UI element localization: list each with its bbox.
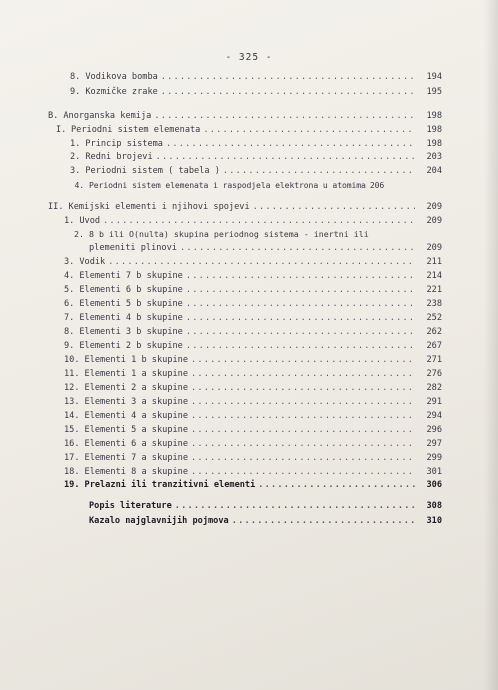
toc-entry: 2. 8 b ili O(nulta) skupina periodnog sistema - inertni ili (74, 229, 369, 239)
leader-dots (156, 151, 415, 163)
leader-dots (191, 424, 415, 436)
toc-entry: 14. Elementi 4 a skupine ..... 294 (64, 410, 442, 422)
leader-dots (175, 500, 415, 512)
toc-entry: 10. Elementi 1 b skupine ..... 271 (64, 354, 442, 366)
toc-section-heading: B. Anorganska kemija ..... 198 (48, 110, 442, 122)
leader-dots (186, 326, 415, 338)
leader-dots (186, 284, 415, 296)
toc-entry: 9. Elementi 2 b skupine ..... 267 (64, 340, 442, 352)
leader-dots (191, 410, 415, 422)
toc-entry: 4. Elementi 7 b skupine ..... 214 (64, 270, 442, 282)
toc-entry: 8. Vodikova bomba ..... 194 (70, 71, 442, 83)
toc-part-heading: II. Kemijski elementi i njihovi spojevi ..... 209 (48, 201, 442, 213)
leader-dots (191, 396, 415, 408)
toc-entry-continuation: plemeniti plinovi ..... 209 (89, 242, 442, 254)
leader-dots (186, 270, 415, 282)
leader-dots (108, 256, 415, 268)
toc-entry: 15. Elementi 5 a skupine ..... 296 (64, 424, 442, 436)
page-number: - 325 - (225, 52, 273, 63)
leader-dots (186, 312, 415, 324)
toc-entry: 2. Redni brojevi ..... 203 (70, 151, 442, 163)
toc-entry: 8. Elementi 3 b skupine ..... 262 (64, 326, 442, 338)
leader-dots (186, 340, 415, 352)
toc-part-heading: I. Periodni sistem elemenata ..... 198 (56, 124, 442, 136)
leader-dots (191, 382, 415, 394)
toc-entry: 11. Elementi 1 a skupine ..... 276 (64, 368, 442, 380)
toc-entry: 5. Elementi 6 b skupine ..... 221 (64, 284, 442, 296)
toc-entry: 3. Vodik ..... 211 (64, 256, 442, 268)
leader-dots (191, 368, 415, 380)
leader-dots (166, 138, 415, 150)
leader-dots (161, 86, 415, 98)
toc-entry: 6. Elementi 5 b skupine ..... 238 (64, 298, 442, 310)
leader-dots (154, 110, 415, 122)
toc-entry: 18. Elementi 8 a skupine ..... 301 (64, 466, 442, 478)
leader-dots (258, 479, 415, 491)
toc-entry: 19. Prelazni ili tranzitivni elementi ..... 306 (64, 479, 442, 491)
leader-dots (180, 242, 415, 254)
toc-entry: 13. Elementi 3 a skupine ..... 291 (64, 396, 442, 408)
toc-entry: 17. Elementi 7 a skupine ..... 299 (64, 452, 442, 464)
toc-entry: 16. Elementi 6 a skupine ..... 297 (64, 438, 442, 450)
toc-entry: 9. Kozmičke zrake ..... 195 (70, 86, 442, 98)
leader-dots (223, 165, 415, 177)
leader-dots (253, 201, 415, 213)
toc-entry: 3. Periodni sistem ( tabela ) ..... 204 (70, 165, 442, 177)
toc-entry: 1. Princip sistema ..... 198 (70, 138, 442, 150)
leader-dots (186, 298, 415, 310)
leader-dots (191, 438, 415, 450)
leader-dots (161, 71, 415, 83)
leader-dots (191, 466, 415, 478)
leader-dots (203, 124, 415, 136)
toc-entry-bibliography: Popis literature ..... 308 (89, 500, 442, 512)
toc-entry: 4. Periodni sistem elemenata i raspodjela elektrona u atomima 206 (74, 180, 385, 190)
toc-entry: 12. Elementi 2 a skupine ..... 282 (64, 382, 442, 394)
leader-dots (232, 515, 415, 527)
leader-dots (191, 354, 415, 366)
toc-entry: 1. Uvod ..... 209 (64, 215, 442, 227)
leader-dots (191, 452, 415, 464)
leader-dots (103, 215, 415, 227)
toc-entry: 7. Elementi 4 b skupine ..... 252 (64, 312, 442, 324)
toc-entry-index: Kazalo najglavnijih pojmova ..... 310 (89, 515, 442, 527)
